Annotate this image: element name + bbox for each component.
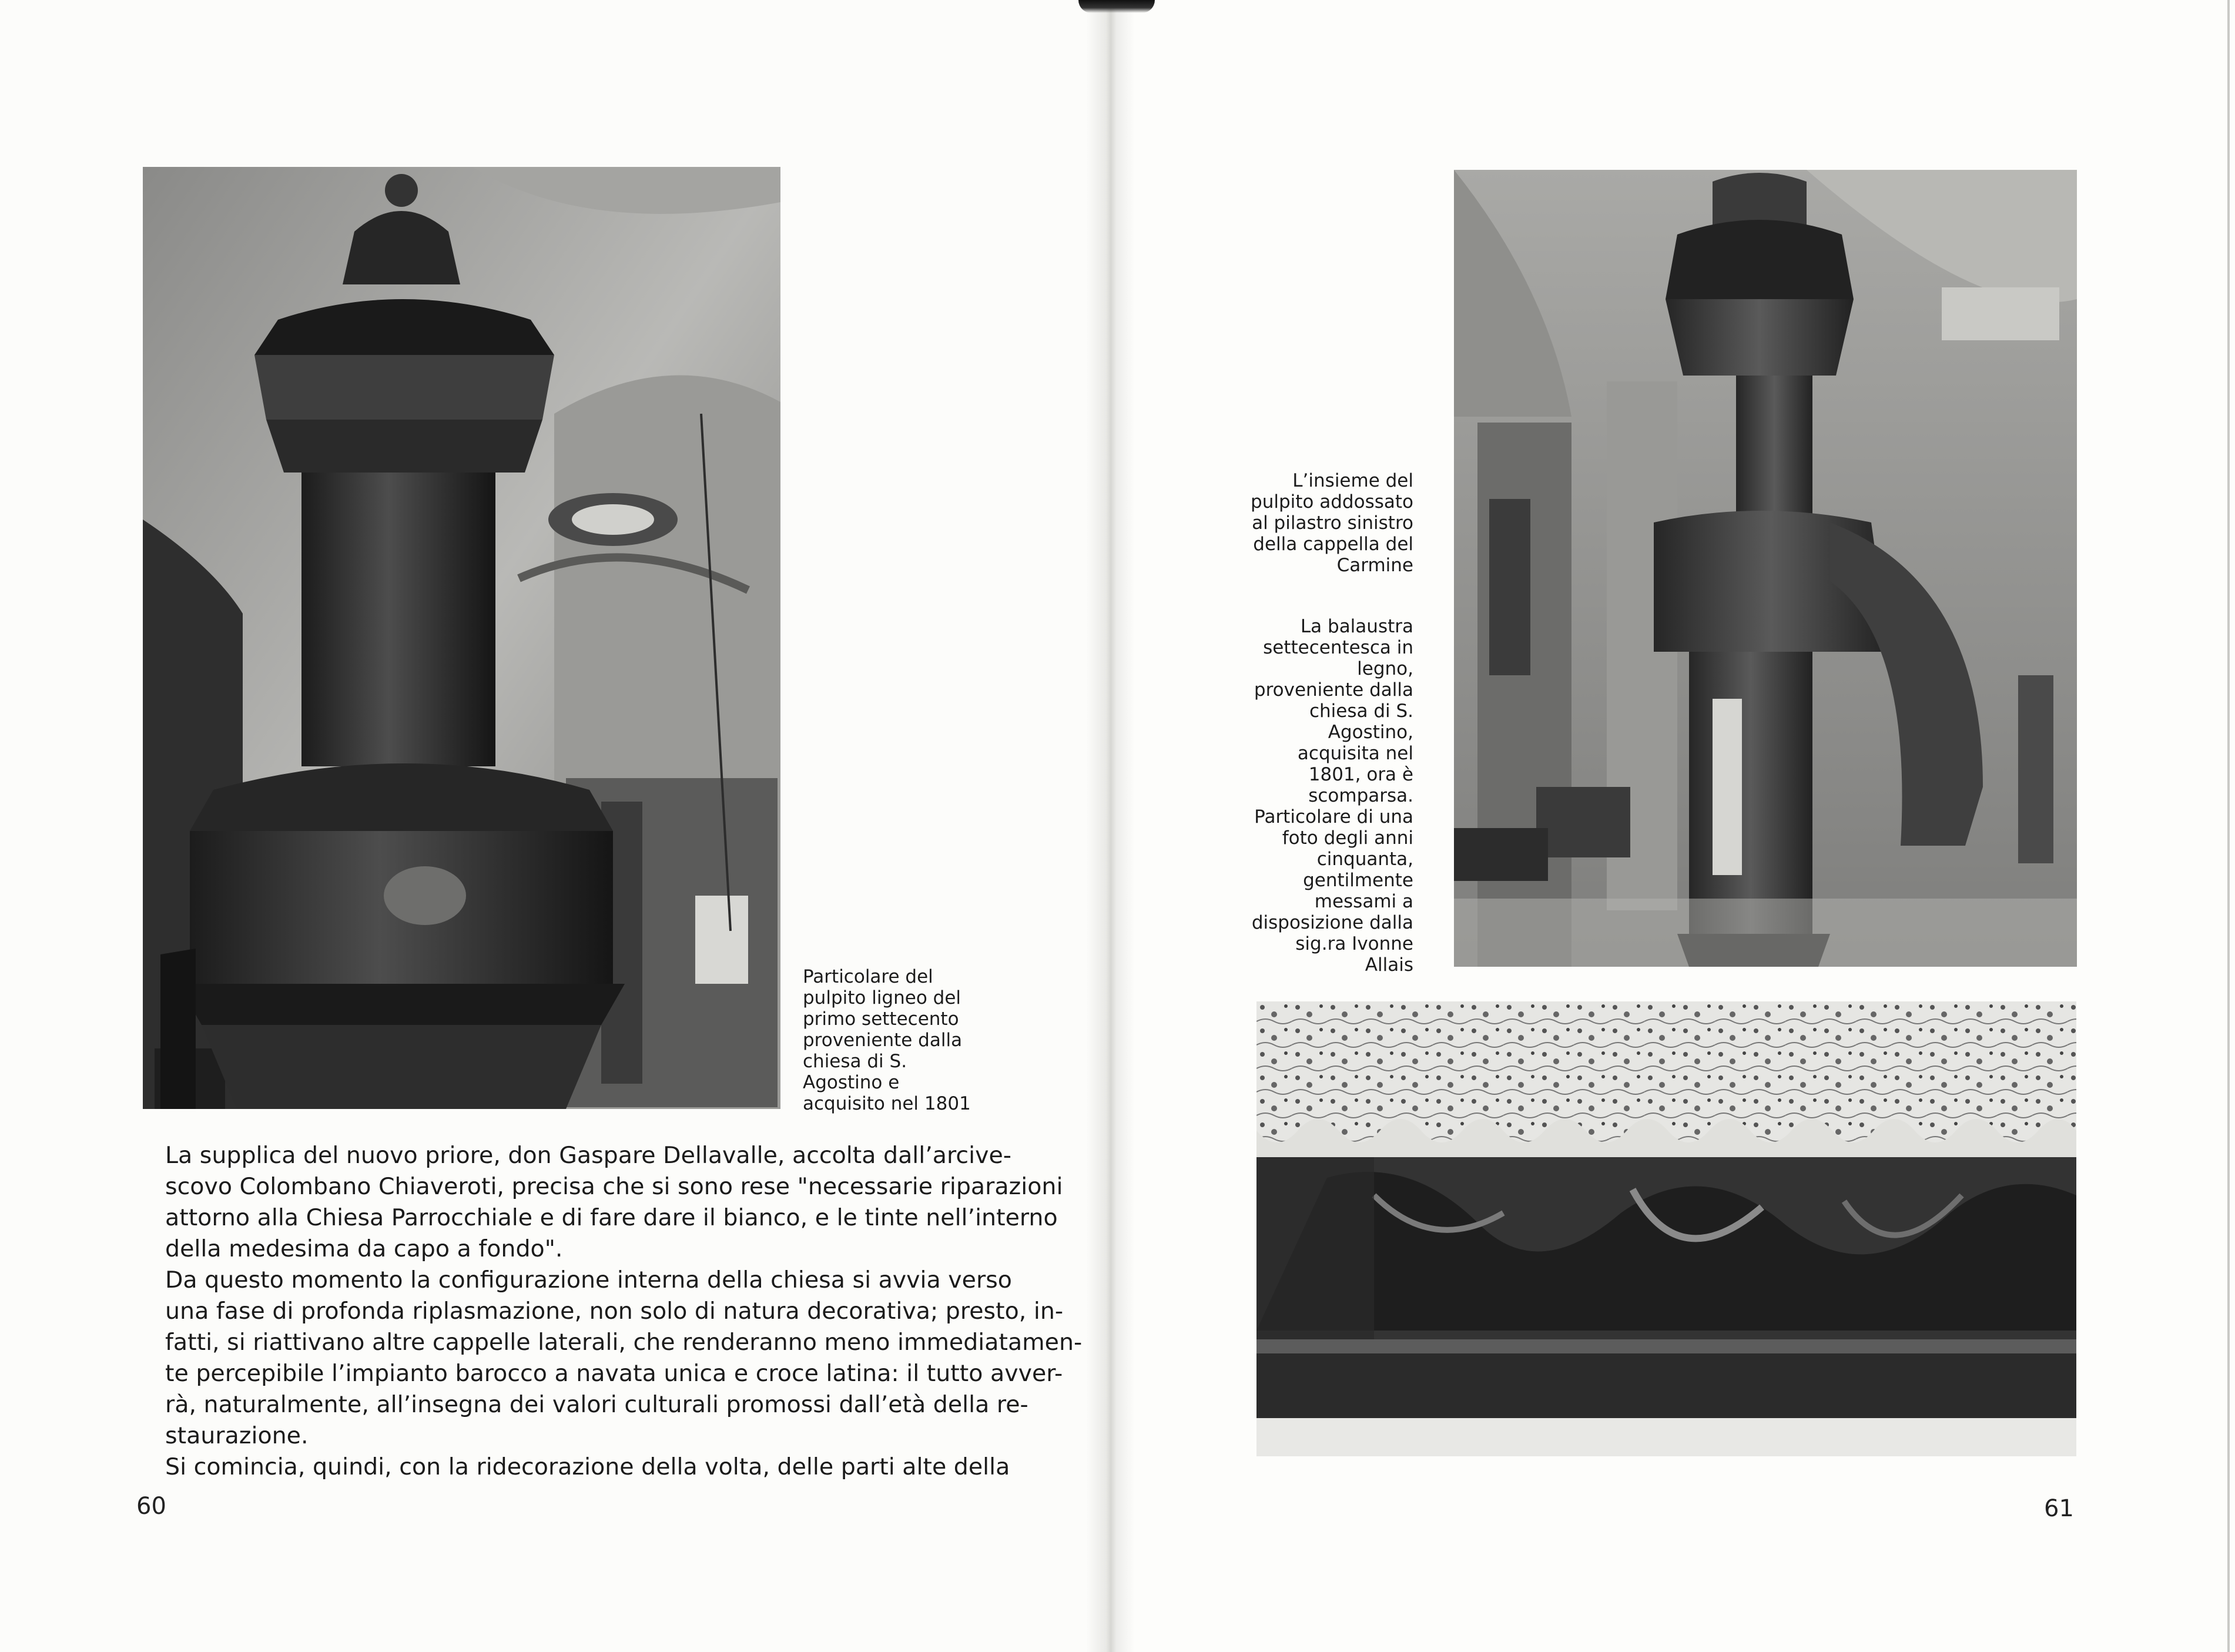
page-number-left: 60: [136, 1493, 166, 1520]
photo-pulpit-whole: [1454, 170, 2077, 967]
text-line: attorno alla Chiesa Parrocchiale e di fare dare il bianco, e le tinte nell’interno: [165, 1204, 1058, 1231]
caption-line: scomparsa.: [1308, 785, 1413, 806]
caption-line: cinquanta,: [1316, 849, 1413, 870]
caption-line: Agostino,: [1328, 722, 1413, 743]
caption-line: Allais: [1365, 954, 1413, 976]
page-number-right: 61: [2044, 1495, 2074, 1522]
text-line: della medesima da capo a fondo".: [165, 1235, 563, 1262]
text-line: scovo Colombano Chiaveroti, precisa che si sono rese "necessarie riparazioni: [165, 1173, 1063, 1200]
paragraph: [143, 1452, 1010, 1483]
bookmark-ribbon: [1078, 0, 1155, 13]
body-text: [143, 1140, 1083, 1483]
caption-line: messami a: [1314, 891, 1413, 912]
text-line: una fase di profonda riplasmazione, non solo di natura decorativa; presto, in-: [165, 1298, 1064, 1325]
caption-line: chiesa di S.: [1309, 701, 1413, 722]
caption-pulpit-whole: [1246, 470, 1413, 576]
caption-line: settecentesca in: [1263, 637, 1413, 658]
text-line: La supplica del nuovo priore, don Gaspare Dellavalle, accolta dall’arcive-: [165, 1142, 1011, 1169]
caption-line: legno,: [1357, 658, 1413, 679]
photo-pulpit-detail: [143, 167, 780, 1109]
caption-line: pulpito addossato: [1251, 491, 1413, 512]
caption-line: Agostino e: [803, 1072, 900, 1093]
caption-line: chiesa di S.: [803, 1051, 907, 1072]
caption-line: L’insieme del: [1292, 470, 1413, 491]
caption-line: La balaustra: [1300, 616, 1413, 637]
caption-line: 1801, ora è: [1308, 764, 1413, 785]
caption-line: acquisito nel 1801: [803, 1093, 971, 1114]
caption-line: foto degli anni: [1282, 827, 1413, 849]
text-line: Si comincia, quindi, con la ridecorazione della volta, delle parti alte della: [165, 1453, 1010, 1480]
pulpit-whole-illustration: [1454, 170, 2077, 967]
page-edge: [2227, 0, 2230, 1652]
caption-line: acquisita nel: [1297, 743, 1413, 764]
photo-balustrade: [1256, 1001, 2076, 1456]
caption-line: sig.ra Ivonne: [1295, 933, 1413, 954]
text-line: staurazione.: [165, 1422, 309, 1449]
caption-line: Particolare del: [803, 966, 933, 987]
caption-balustrade: [1246, 616, 1413, 976]
caption-line: al pilastro sinistro: [1252, 512, 1413, 534]
caption-line: disposizione dalla: [1251, 912, 1413, 933]
caption-pulpit-detail: [803, 966, 979, 1114]
text-line: fatti, si riattivano altre cappelle laterali, che renderanno meno immediatamen-: [165, 1329, 1083, 1356]
caption-line: gentilmente: [1303, 870, 1413, 891]
caption-line: della cappella del: [1253, 534, 1413, 555]
pulpit-detail-illustration: [143, 167, 780, 1109]
caption-line: primo settecento: [803, 1008, 959, 1030]
caption-line: Carmine: [1336, 555, 1413, 576]
paragraph: [143, 1140, 1063, 1265]
paragraph: [143, 1265, 1083, 1452]
caption-line: Particolare di una: [1254, 806, 1413, 827]
text-line: rà, naturalmente, all’insegna dei valori culturali promossi dall’età della re-: [165, 1391, 1028, 1418]
text-line: te percepibile l’impianto barocco a navata unica e croce latina: il tutto avver-: [165, 1360, 1063, 1387]
book-gutter: [1087, 0, 1134, 1652]
text-line: Da questo momento la configurazione interna della chiesa si avvia verso: [165, 1266, 1012, 1294]
caption-line: pulpito ligneo del: [803, 987, 961, 1008]
caption-line: proveniente dalla: [1254, 679, 1413, 701]
balustrade-illustration: [1256, 1001, 2076, 1456]
caption-line: proveniente dalla: [803, 1030, 963, 1051]
